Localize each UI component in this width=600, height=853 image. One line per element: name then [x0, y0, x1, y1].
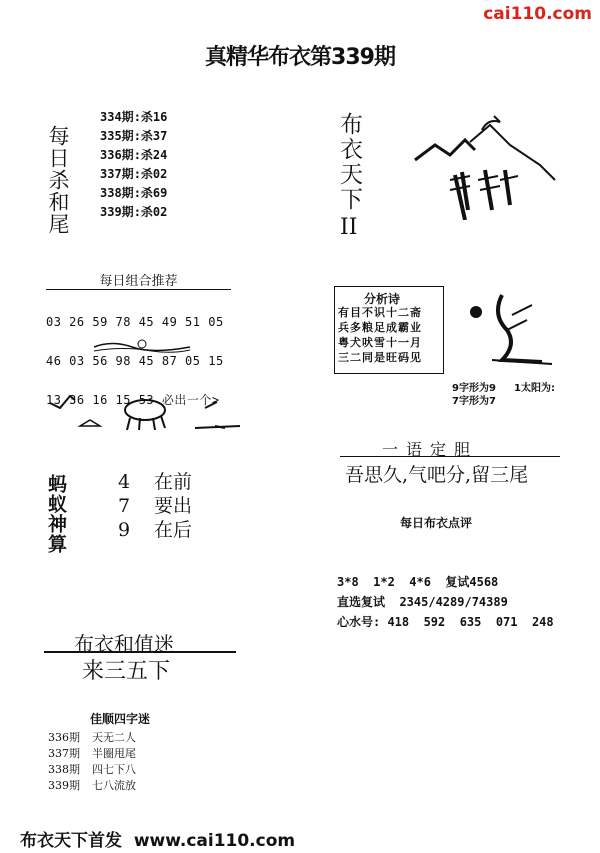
- kill-value: 杀02: [140, 167, 168, 181]
- poem-line: 三二同是旺码见: [338, 351, 422, 364]
- kill-value: 杀16: [140, 110, 168, 124]
- buyi-riddle-title: 布衣和值迷: [74, 632, 174, 656]
- footer: 布衣天下首发 www.cai110.com: [20, 831, 296, 851]
- page-title: 真精华布衣第339期: [205, 45, 395, 70]
- four-char-text: 四七下八: [92, 763, 136, 776]
- picks-line: 直选复试 2345/4289/74389: [337, 595, 508, 609]
- four-char-period: 336期: [48, 731, 80, 744]
- brand-vertical-text: 布衣天下: [336, 112, 362, 212]
- daily-comment-title: 每日布衣点评: [400, 516, 473, 530]
- kill-item: 334期:杀16: [100, 110, 168, 124]
- kill-value: 杀02: [140, 205, 168, 219]
- ant-label: 蚂蚁神算: [45, 474, 67, 554]
- daily-kill-label: 每日杀和尾: [46, 125, 70, 235]
- four-char-text: 七八流放: [92, 779, 136, 792]
- poem-line: 有目不识十二斋: [338, 306, 422, 319]
- kill-period: 337期: [100, 167, 134, 181]
- combo-row: 46 03 56 98 45 87 05 15: [46, 354, 224, 368]
- tree-illustration: [462, 290, 562, 370]
- ornament-divider: [92, 338, 192, 356]
- kill-period: 339期: [100, 205, 134, 219]
- poem-hint: 9字形为9: [452, 383, 496, 394]
- watermark: cai110.com: [483, 4, 592, 24]
- ant-number: 9: [118, 519, 131, 541]
- mountain-illustration: [410, 110, 560, 220]
- daily-kill-list: [100, 108, 167, 222]
- combo-row: 03 26 59 78 45 49 51 05: [46, 315, 224, 329]
- brand-roman: II: [340, 215, 358, 240]
- ant-row: [118, 518, 192, 542]
- ant-number: 7: [118, 495, 131, 517]
- poem-hint: 7字形为7: [452, 396, 496, 407]
- kill-value: 杀24: [140, 148, 168, 162]
- four-char-item: [48, 762, 136, 778]
- kill-period: 334期: [100, 110, 134, 124]
- one-word-title: 一语定胆: [382, 440, 479, 459]
- kill-item: 335期:杀37: [100, 129, 168, 143]
- kill-value: 杀69: [140, 186, 168, 200]
- poem-line: 兵多粮足成霸业: [338, 321, 422, 334]
- four-char-text: 半圈甩尾: [92, 747, 136, 760]
- kill-item: 339期:杀02: [100, 205, 168, 219]
- combo-row: 13 36 16 15 53 必出一个>: [46, 393, 220, 407]
- ant-row: [118, 470, 192, 494]
- ant-number: 4: [118, 471, 131, 493]
- four-char-period: 337期: [48, 747, 80, 760]
- ant-row: [118, 494, 192, 518]
- poem-title: 分析诗: [364, 292, 401, 306]
- picks-line: 3*8 1*2 4*6 复试4568: [337, 575, 499, 589]
- kill-item: 338期:杀69: [100, 186, 168, 200]
- kill-period: 335期: [100, 129, 134, 143]
- poem-lines: [338, 305, 422, 365]
- kill-item: 336期:杀24: [100, 148, 168, 162]
- kill-period: 336期: [100, 148, 134, 162]
- four-char-item: [48, 778, 136, 794]
- kill-item: 337期:杀02: [100, 167, 168, 181]
- ant-rows: [118, 470, 192, 542]
- four-char-item: [48, 730, 136, 746]
- four-char-list: [48, 730, 136, 794]
- ant-text: 要出: [154, 495, 193, 517]
- number-picks: [337, 572, 554, 632]
- picks-line: 心水号: 418 592 635 071 248: [337, 615, 554, 629]
- four-char-period: 338期: [48, 763, 80, 776]
- poem-hint: 1太阳为:: [514, 383, 555, 394]
- combo-title: 每日组合推荐: [46, 270, 231, 290]
- four-char-item: [48, 746, 136, 762]
- kill-value: 杀37: [140, 129, 168, 143]
- four-char-title: 佳顺四字迷: [90, 712, 151, 726]
- buyi-riddle-answer: 来三五下: [82, 659, 171, 684]
- animal-illustration: [45, 388, 245, 438]
- ant-text: 在后: [154, 519, 193, 541]
- kill-period: 338期: [100, 186, 134, 200]
- four-char-text: 天无二人: [92, 731, 136, 744]
- divider: [340, 456, 560, 457]
- divider: [44, 651, 236, 653]
- ant-text: 在前: [154, 471, 193, 493]
- one-word-text: 吾思久,气吧分,留三尾: [345, 464, 529, 486]
- poem-line: 粤犬吠雪十一月: [338, 336, 422, 349]
- four-char-period: 339期: [48, 779, 80, 792]
